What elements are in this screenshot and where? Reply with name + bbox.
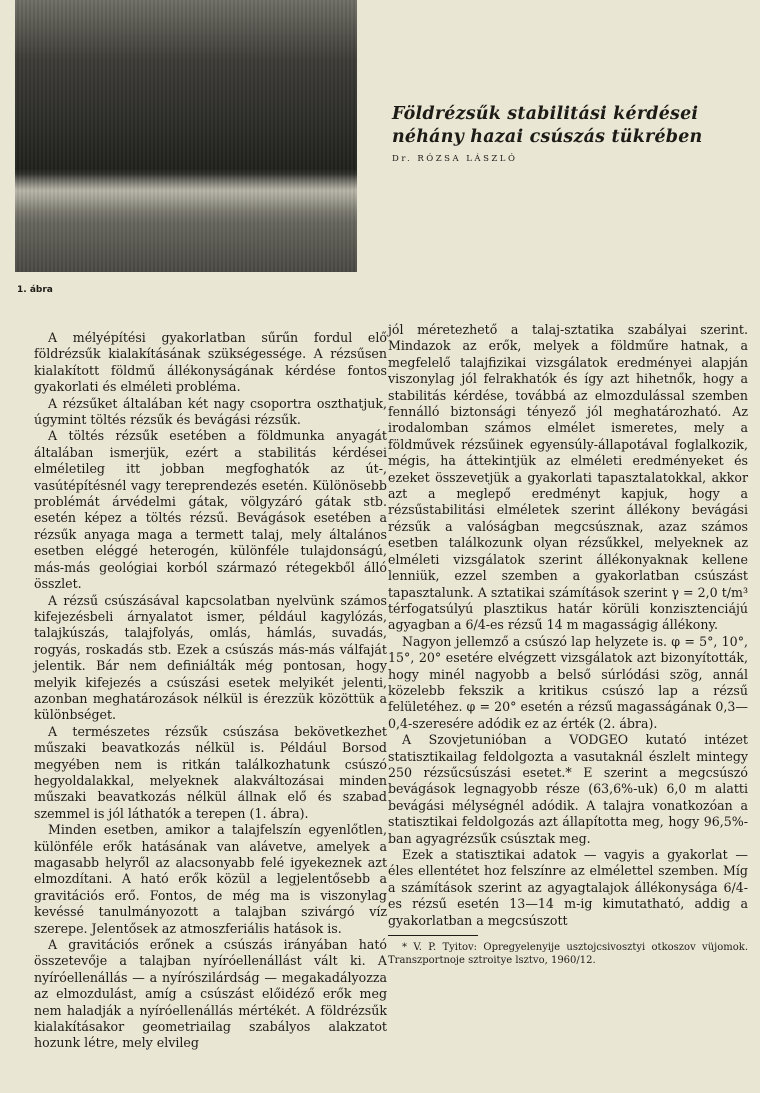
paragraph: jól méretezhető a talaj-sztatika szabályai szerint. Mindazok az erők, melyek a földműre hatnak, a megfelelő talajfizikai vizsgálatok eredményei alapján viszonylag jól felrakhatók és így azt hihetnők, hogy a stabilitás kérdése, továbbá az elmozdulással szemben fennálló biztonsági tényező jól meghatározható. Az irodalomban számos elmélet ismeretes, mely a földművek rézsűinek egyensúly-állapotával foglalkozik, mégis, ha áttekintjük az elméleti eredményeket és ezeket összevetjük a gyakorlati tapasztalatokkal, akkor azt a meglepő eredményt kapjuk, hogy a rézsűstabilitási elméletek szerint állékony bevágási rézsűk a valóságban megcsúsznak, azaz számos esetben találkozunk olyan rézsűkkel, melyeknek az elméleti vizsgálatok szerint állékonyaknak kellene lenniük, ezzel szemben a gyakorlatban csúszást tapasztalunk. A sztatikai számítások szerint γ = 2,0 t/m³ térfogatsúlyú plasztikus határ körüli konzisztenciájú agyagban a 6/4-es rézsű 14 m magasságig állékony. xyxy=(388,322,748,633)
author-byline: Dr. RÓZSA LÁSZLÓ xyxy=(392,154,518,164)
paragraph: A gravitációs erőnek a csúszás irányában ható összetevője a talajban nyíróellenállást vált ki. A nyíróellenállás — a nyírószilárdság — megakadályozza az elmozdulást, amíg a csúszást előidéző erők meg nem haladják a nyíróellenállás mértékét. A földrézsűk kialakításakor geometriailag szabályos alakzatot hozunk létre, mely elvileg xyxy=(34,937,387,1051)
right-column xyxy=(388,322,748,967)
paragraph: Ezek a statisztikai adatok — vagyis a gyakorlat — éles ellentétet hoz felszínre az elmélettel szemben. Míg a számítások szerint az agyagtalajok állékonysága 6/4-es rézsű esetén 13—14 m-ig kimutatható, addig a gyakorlatban a megcsúszott xyxy=(388,847,748,928)
footnote-divider xyxy=(388,935,478,936)
left-column xyxy=(34,330,387,1052)
paragraph: Nagyon jellemző a csúszó lap helyzete is. φ = 5°, 10°, 15°, 20° esetére elvégzett vizsgálatok azt bizonyították, hogy minél nagyobb a belső súrlódási szög, annál közelebb fekszik a kritikus csúszó lap a rézsű felületéhez. φ = 20° esetén a rézsű magasságának 0,3—0,4-szeresére adódik ez az érték (2. ábra). xyxy=(388,633,748,731)
article-title: Földrézsűk stabilitási kérdései néhány hazai csúszás tükrében xyxy=(392,104,703,147)
landslide-photo xyxy=(15,0,357,272)
paragraph: A természetes rézsűk csúszása bekövetkezhet műszaki beavatkozás nélkül is. Például Borsod megyében nem is ritkán találkozhatunk csúszó hegyoldalakkal, melyeknek alakváltozásai minden műszaki beavatkozás nélkül állnak elő és szabad szemmel is jól láthatók a terepen (1. ábra). xyxy=(34,723,387,821)
figure-caption: 1. ábra xyxy=(17,285,53,295)
footnote: * V. P. Tyitov: Opregyelenyije usztojcsivosztyi otkoszov vüjomok. Transzportnoje sztroitye lsztvo, 1960/12. xyxy=(388,942,748,966)
paragraph: A rézsűket általában két nagy csoportra oszthatjuk, úgymint töltés rézsűk és bevágási rézsűk. xyxy=(34,395,387,428)
paragraph: A mélyépítési gyakorlatban sűrűn fordul elő földrézsűk kialakításának szükségessége. A rézsűsen kialakított földmű állékonyságának kérdése fontos gyakorlati és elméleti probléma. xyxy=(34,330,387,395)
paragraph: A Szovjetunióban a VODGEO kutató intézet statisztikailag feldolgozta a vasutaknál észlelt mintegy 250 rézsűcsúszási esetet.* E szerint a megcsúszó bevágások legnagyobb része (63,6%-uk) 6,0 m alatti bevágási mélységnél adódik. A talajra vonatkozóan a statisztikai feldolgozás azt állapította meg, hogy 96,5%-ban agyagrézsűk csúsztak meg. xyxy=(388,732,748,846)
paragraph: Minden esetben, amikor a talajfelszín egyenlőtlen, különféle erők hatásának van alávetve, amelyek a magasabb helyről az alacsonyabb felé igyekeznek azt elmozdítani. A ható erők közül a legjelentősebb a gravitációs erő. Fontos, de még ma is viszonylag kevéssé tanulmányozott a talajban szivárgó víz szerepe. Jelentősek az atmoszferiális hatások is. xyxy=(34,822,387,936)
paragraph: A rézsű csúszásával kapcsolatban nyelvünk számos kifejezésbeli árnyalatot ismer, például kagylózás, talajkúszás, talajfolyás, omlás, hámlás, suvadás, rogyás, roskadás stb. Ezek a csúszás más-más válfaját jelentik. Bár nem definiálták még pontosan, hogy melyik kifejezés a csúszási esetek melyikét jelenti, azonban meghatározások nélkül is érezzük közöttük a különbséget. xyxy=(34,592,387,723)
paragraph: A töltés rézsűk esetében a földmunka anyagát általában ismerjük, ezért a stabilitás kérdései elméletileg itt jobban megfoghatók az út-, vasútépítésnél vagy tereprendezés esetén. Különösebb problémát árvédelmi gátak, völgyzáró gátak stb. esetén képez a töltés rézsű. Bevágások esetében a rézsűk anyaga maga a termett talaj, mely általános esetben eléggé heterogén, különféle tulajdonságú, más-más geológiai korból származó rétegekből álló összlet. xyxy=(34,428,387,592)
